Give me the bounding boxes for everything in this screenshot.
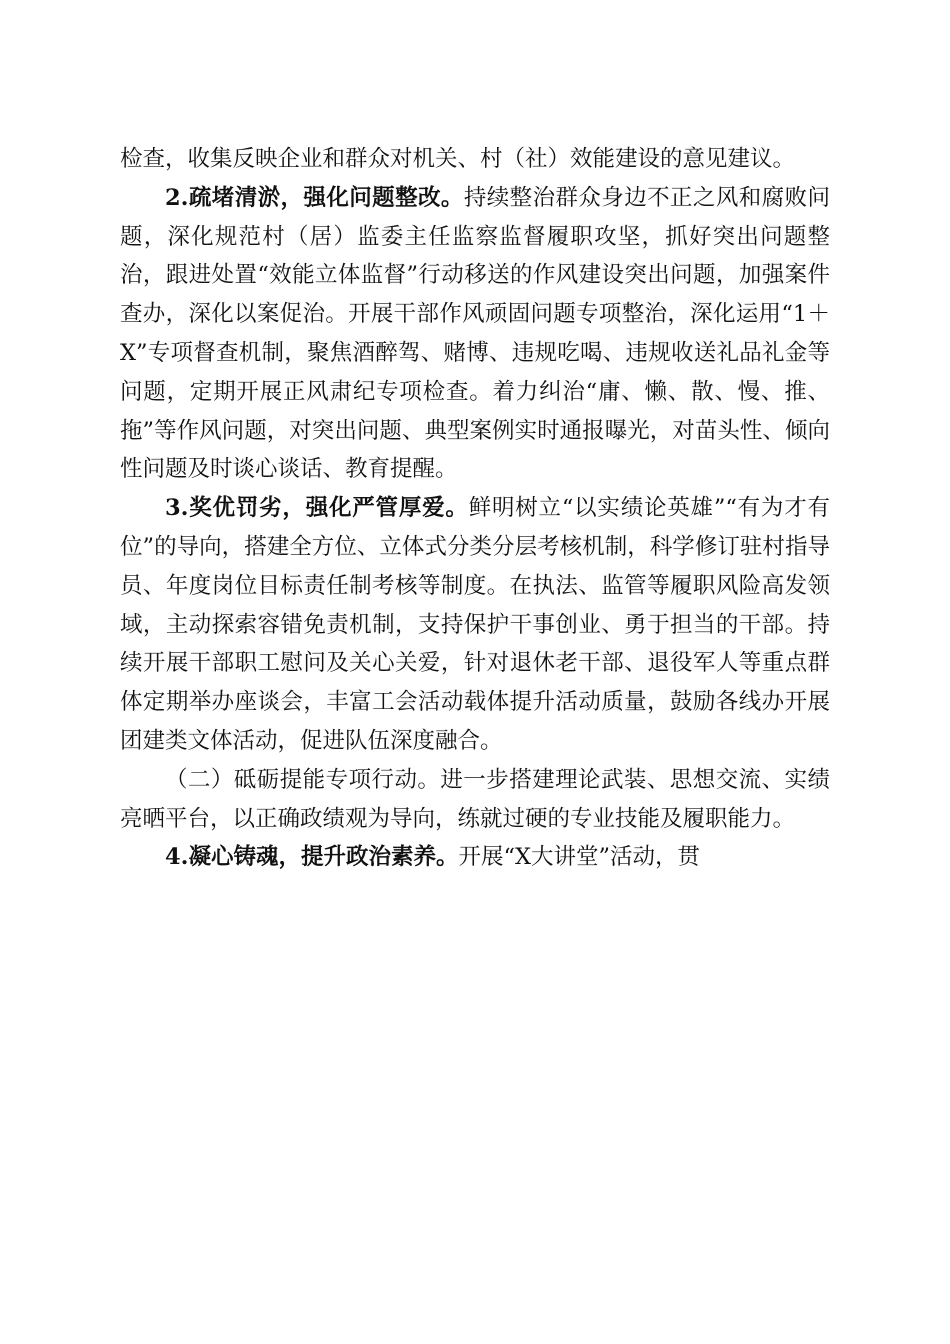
paragraph-text: 鲜明树立“以实绩论英雄”“有为才有位”的导向，搭建全方位、立体式分类分层考核机制，科学修订驻村指导员、年度岗位目标责任制考核等制度。在执法、监管等履职风险高发领域，主动探索容错免责机制，支持保护干事创业、勇于担当的干部。持续开展干部职工慰问及关心关爱，针对退休老干部、退役军人等重点群体定期举办座谈会，丰富工会活动载体提升活动质量，鼓励各线办开展团建类文体活动，促进队伍深度融合。 bbox=[120, 495, 830, 754]
paragraph-continuation bbox=[120, 140, 830, 179]
paragraph-text: 持续整治群众身边不正之风和腐败问题，深化规范村（居）监委主任监察监督履职攻坚，抓好突出问题整治，跟进处置“效能立体监督”行动移送的作风建设突出问题，加强案件查办，深化以案促治。开展干部作风顽固问题专项整治，深化运用“1＋X”专项督查机制，聚焦酒醉驾、赌博、违规吃喝、违规收送礼品礼金等问题，定期开展正风肃纪专项检查。着力纠治“庸、懒、散、慢、推、拖”等作风问题，对突出问题、典型案例实时通报曝光，对苗头性、倾向性问题及时谈心谈话、教育提醒。 bbox=[120, 184, 830, 483]
item-heading: 3.奖优罚劣，强化严管厚爱。 bbox=[165, 495, 469, 522]
paragraph-item-4 bbox=[120, 838, 830, 877]
paragraph-text: （二）砥砺提能专项行动。进一步搭建理论武装、思想交流、实绩亮晒平台，以正确政绩观为导向，练就过硬的专业技能及履职能力。 bbox=[120, 766, 830, 832]
paragraph-section-2 bbox=[120, 761, 830, 839]
paragraph-text: 开展“X大讲堂”活动，贯 bbox=[458, 844, 701, 871]
paragraph-item-3 bbox=[120, 489, 830, 761]
item-heading: 4.凝心铸魂，提升政治素养。 bbox=[165, 844, 459, 871]
item-heading: 2.疏堵清淤，强化问题整改。 bbox=[165, 184, 464, 211]
paragraph-text: 检查，收集反映企业和群众对机关、村（社）效能建设的意见建议。 bbox=[120, 146, 796, 172]
paragraph-item-2 bbox=[120, 179, 830, 489]
document-page bbox=[120, 140, 830, 877]
